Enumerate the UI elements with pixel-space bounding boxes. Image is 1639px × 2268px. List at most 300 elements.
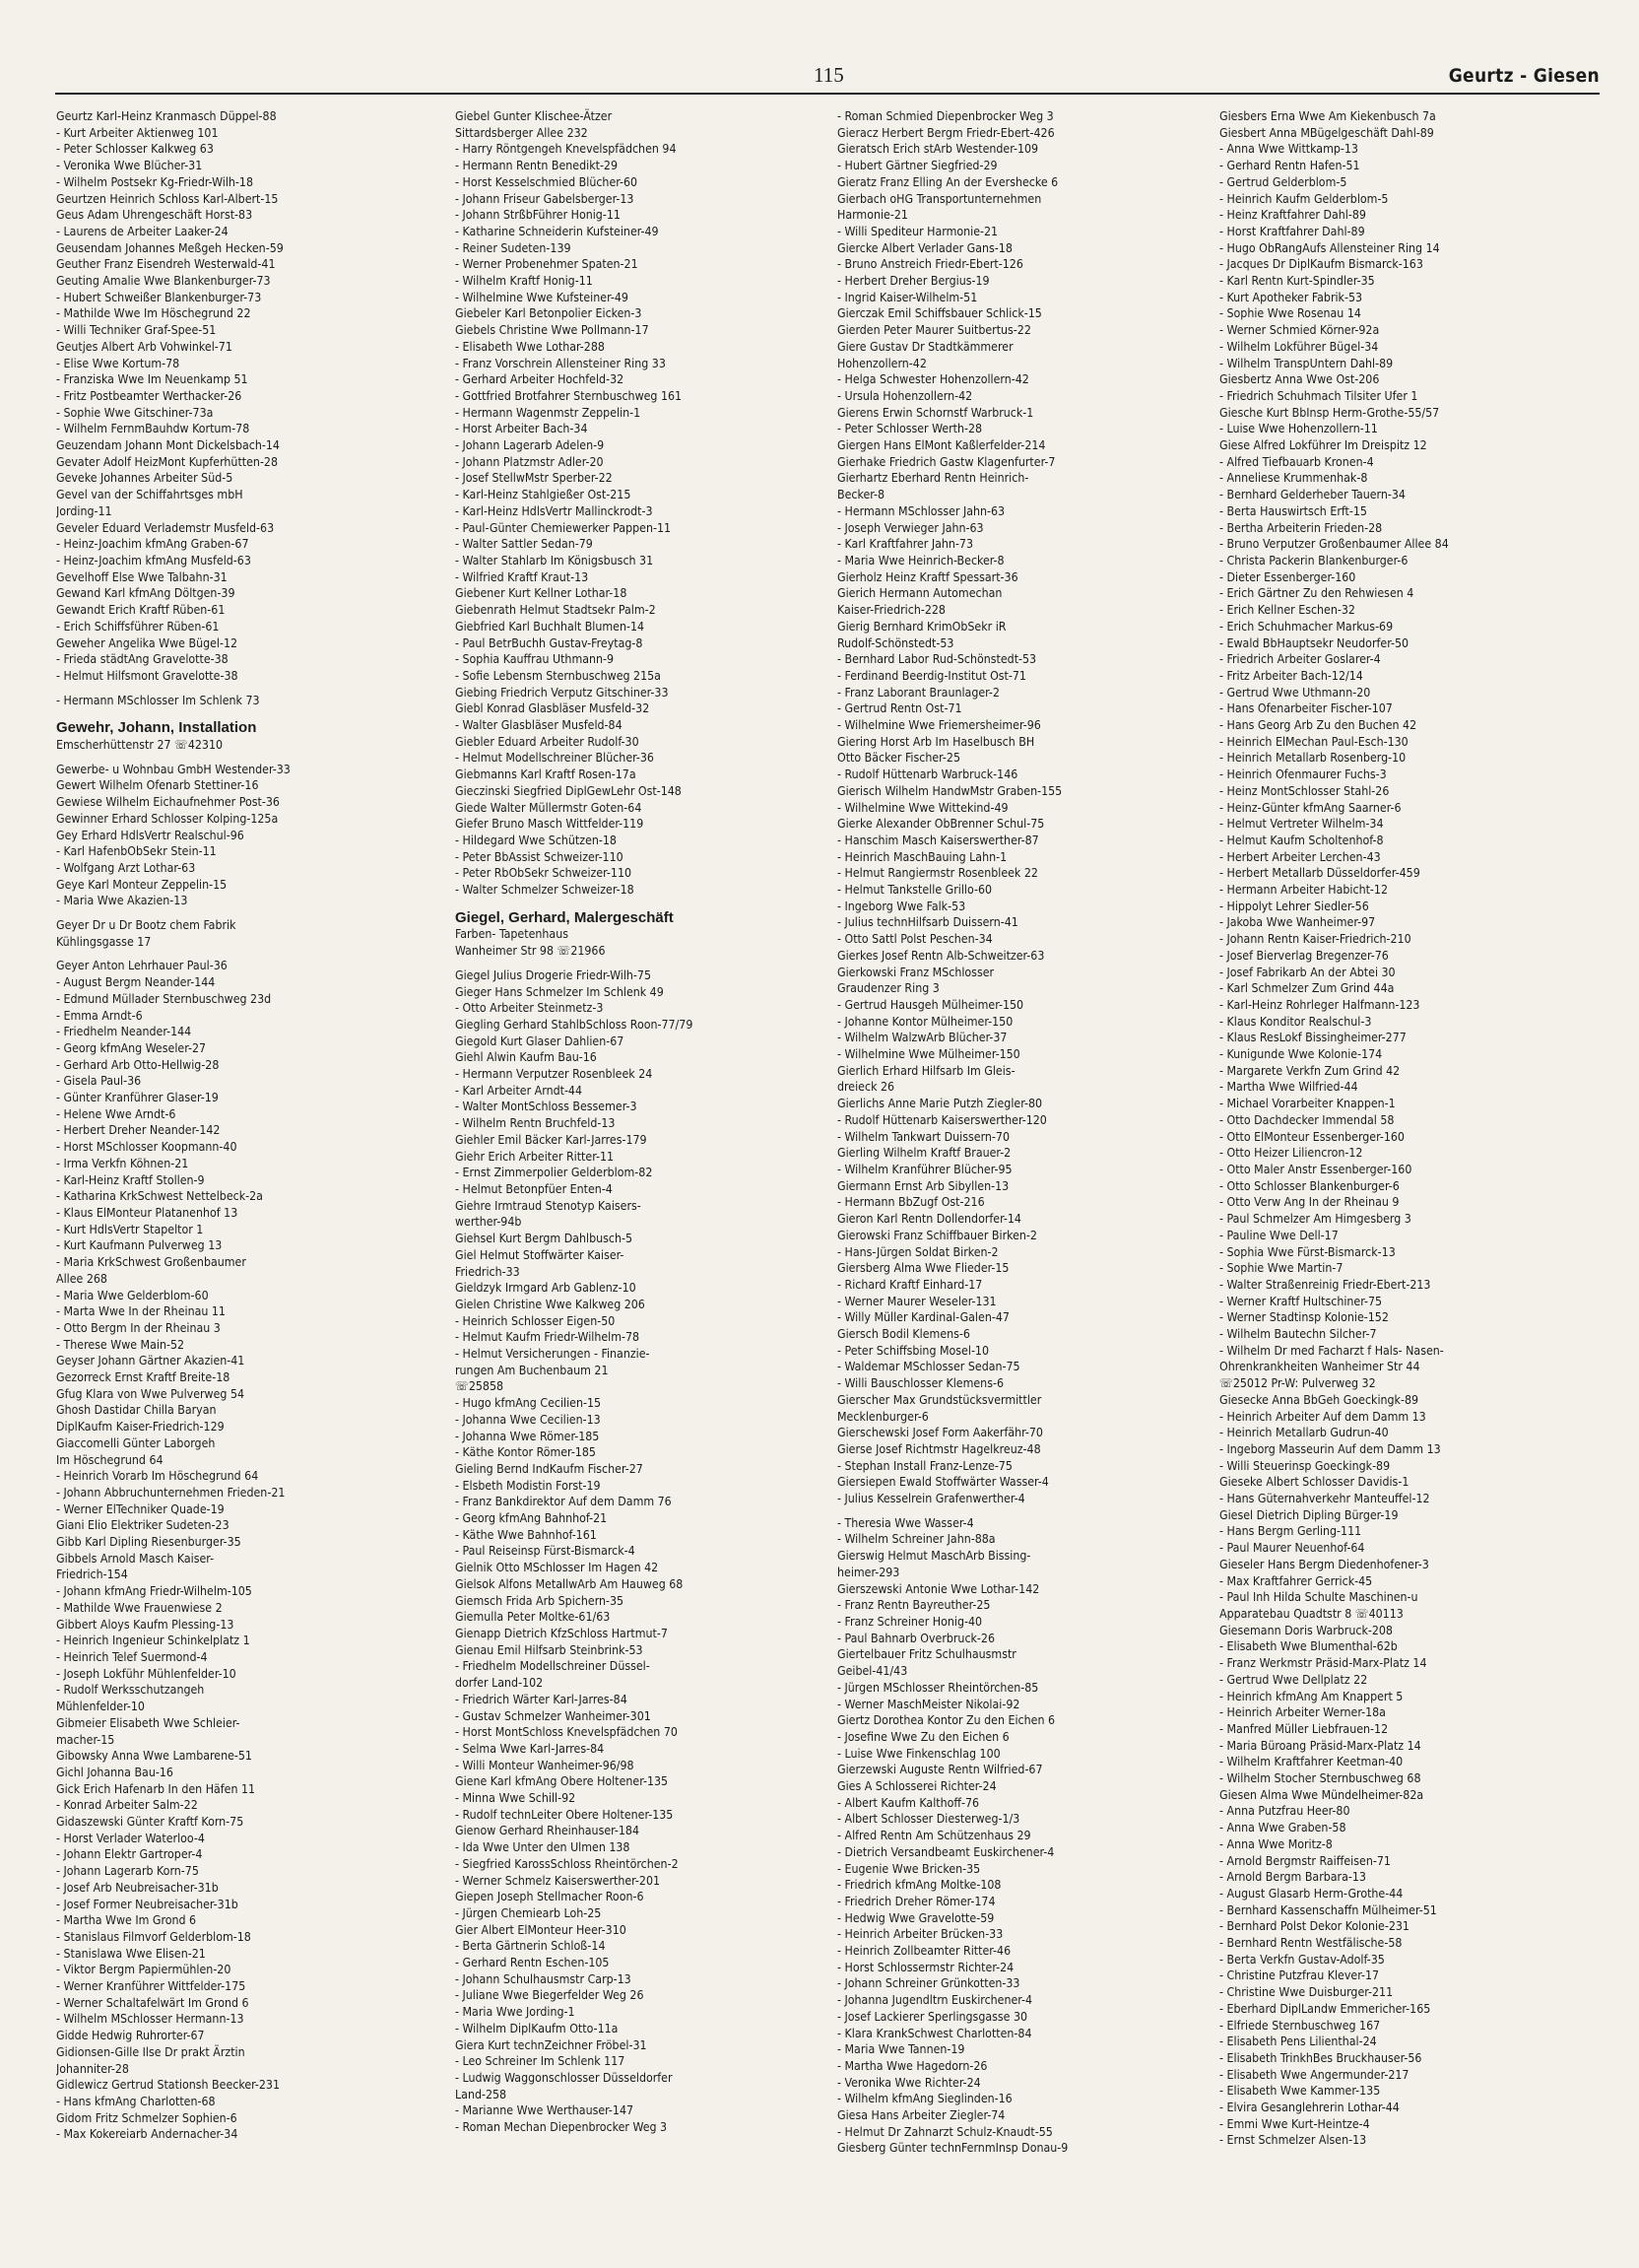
- directory-entry: - Maria Büroang Präsid-Marx-Platz 14: [1219, 1738, 1421, 1753]
- directory-entry: - Wilhelmine Wwe Friemersheimer-96: [837, 718, 1041, 733]
- directory-entry: - Peter Schlosser Werth-28: [837, 422, 983, 436]
- directory-entry: - Hugo kfmAng Cecilien-15: [455, 1396, 602, 1411]
- directory-entry: Giebl Konrad Glasbläser Musfeld-32: [455, 701, 650, 716]
- directory-entry: Gibowsky Anna Wwe Lambarene-51: [56, 1749, 252, 1764]
- directory-entry: - Maria Wwe Tannen-19: [837, 2042, 965, 2057]
- directory-entry: Giebeler Karl Betonpolier Eicken-3: [455, 306, 642, 321]
- directory-entry: Gey Erhard HdlsVertr Realschul-96: [56, 828, 244, 842]
- directory-entry: Giesel Dietrich Dipling Bürger-19: [1219, 1507, 1399, 1522]
- advertisement-heading: Giegel, Gerhard, Malergeschäft: [455, 909, 674, 926]
- directory-entry: Gierens Erwin Schornstf Warbruck-1: [837, 405, 1034, 420]
- directory-entry: - Elisabeth TrinkhBes Bruckhauser-56: [1219, 2050, 1422, 2065]
- directory-entry: - Jürgen MSchlosser Rheintörchen-85: [837, 1680, 1039, 1695]
- directory-entry: Gewandt Erich Kraftf Rüben-61: [56, 603, 226, 618]
- directory-entry: - Erich Gärtner Zu den Rehwiesen 4: [1219, 586, 1414, 601]
- directory-entry: Gibbels Arnold Masch Kaiser-: [56, 1551, 215, 1566]
- directory-entry: Gierlichs Anne Marie Putzh Ziegler-80: [837, 1097, 1043, 1111]
- directory-entry: - Gertrud Gelderblom-5: [1219, 174, 1347, 189]
- column-2: [455, 108, 837, 2136]
- directory-entry: - Johanne Kontor Mülheimer-150: [837, 1014, 1014, 1029]
- directory-entry: - Helmut Tankstelle Grillo-60: [837, 883, 993, 898]
- directory-entry: - Paul-Günter Chemiewerker Pappen-11: [455, 520, 672, 535]
- directory-entry: - Bernhard Rentn Westfälische-58: [1219, 1936, 1403, 1951]
- directory-entry: ☏25012 Pr-W: Pulverweg 32: [1219, 1376, 1376, 1391]
- directory-entry: - Kurt HdlsVertr Stapeltor 1: [56, 1222, 204, 1236]
- directory-entry: - Walter Schmelzer Schweizer-18: [455, 883, 634, 898]
- directory-entry: - Helmut Kaufm Scholtenhof-8: [1219, 833, 1384, 847]
- directory-entry: Gibmeier Elisabeth Wwe Schleier-: [56, 1715, 240, 1730]
- directory-entry: - Heinrich Telef Suermond-4: [56, 1649, 208, 1664]
- directory-entry: - Willi Techniker Graf-Spee-51: [56, 323, 217, 338]
- directory-entry: - Viktor Bergm Papiermühlen-20: [56, 1963, 231, 1977]
- directory-entry: - Werner Schaltafelwärt Im Grond 6: [56, 1995, 249, 2010]
- directory-entry: - Friedrich Arbeiter Goslarer-4: [1219, 652, 1381, 667]
- directory-entry: - Anna Wwe Moritz-8: [1219, 1836, 1333, 1851]
- directory-entry: - Luise Wwe Hohenzollern-11: [1219, 422, 1378, 436]
- directory-entry: - Katharine Schneiderin Kufsteiner-49: [455, 224, 659, 238]
- directory-entry: Gier Albert ElMonteur Heer-310: [455, 1922, 626, 1937]
- directory-entry: - Paul Maurer Neuenhof-64: [1219, 1541, 1365, 1556]
- directory-entry: - Veronika Wwe Blücher-31: [56, 159, 203, 173]
- directory-entry: Giebels Christine Wwe Pollmann-17: [455, 323, 649, 338]
- directory-entry: - Heinz Kraftfahrer Dahl-89: [1219, 208, 1366, 223]
- directory-entry: - Heinrich Arbeiter Brücken-33: [837, 1927, 1004, 1942]
- directory-entry: Gierszewski Antonie Wwe Lothar-142: [837, 1581, 1040, 1596]
- directory-entry: - Heinrich Ofenmaurer Fuchs-3: [1219, 767, 1387, 782]
- directory-entry: - Herbert Dreher Bergius-19: [837, 274, 990, 289]
- spacer: [56, 950, 438, 958]
- directory-entry: - Josef Arb Neubreisacher-31b: [56, 1880, 219, 1895]
- directory-entry: - Klaus ResLokf Bissingheimer-277: [1219, 1031, 1407, 1045]
- directory-entry: - Otto Maler Anstr Essenberger-160: [1219, 1163, 1412, 1176]
- directory-entry: Ghosh Dastidar Chilla Baryan: [56, 1403, 217, 1418]
- directory-entry: Giebing Friedrich Verputz Gitschiner-33: [455, 685, 669, 700]
- directory-entry: - Wilhelm Rentn Bruchfeld-13: [455, 1116, 616, 1131]
- directory-entry: - Elsbeth Modistin Forst-19: [455, 1478, 601, 1493]
- directory-entry: - Horst Verlader Waterloo-4: [56, 1831, 205, 1845]
- directory-entry: - Eugenie Wwe Bricken-35: [837, 1861, 981, 1876]
- directory-entry: - Werner MaschMeister Nikolai-92: [837, 1697, 1020, 1711]
- directory-entry: - Wilfried Kraftf Kraut-13: [455, 569, 589, 584]
- directory-entry: - Gerhard Rentn Eschen-105: [455, 1956, 610, 1970]
- directory-entry: Johanniter-28: [56, 2061, 129, 2076]
- directory-entry: - Karl Schmelzer Zum Grind 44a: [1219, 981, 1395, 996]
- directory-entry: - Rudolf Hüttenarb Kaiserswerther-120: [837, 1112, 1047, 1127]
- directory-entry: - Karl-Heinz Kraftf Stollen-9: [56, 1172, 205, 1187]
- directory-entry: - Klaus ElMonteur Platanenhof 13: [56, 1206, 238, 1220]
- directory-entry: - Bernhard Labor Rud-Schönstedt-53: [837, 652, 1037, 667]
- directory-entry: - Richard Kraftf Einhard-17: [837, 1277, 983, 1292]
- directory-entry: - Heinrich Kaufm Gelderblom-5: [1219, 191, 1389, 206]
- directory-entry: - Juliane Wwe Biegerfelder Weg 26: [455, 1988, 644, 2003]
- directory-entry: - Elise Wwe Kortum-78: [56, 356, 180, 370]
- directory-entry: - Marta Wwe In der Rheinau 11: [56, 1304, 226, 1319]
- directory-entry: Giebler Eduard Arbeiter Rudolf-30: [455, 734, 639, 749]
- directory-entry: Giebener Kurt Kellner Lothar-18: [455, 586, 627, 601]
- directory-entry: Gick Erich Hafenarb In den Häfen 11: [56, 1781, 256, 1796]
- directory-entry: - Wilhelm Stocher Sternbuschweg 68: [1219, 1771, 1421, 1786]
- directory-entry: - Franz Werkmstr Präsid-Marx-Platz 14: [1219, 1656, 1427, 1671]
- directory-entry: - Gerhard Rentn Hafen-51: [1219, 159, 1360, 173]
- directory-entry: Geyer Dr u Dr Bootz chem Fabrik: [56, 918, 236, 933]
- directory-entry: - Herbert Arbeiter Lerchen-43: [1219, 849, 1381, 864]
- directory-entry: - Johanna Jugendltrn Euskirchener-4: [837, 1993, 1033, 2008]
- directory-entry: Gierholz Heinz Kraftf Spessart-36: [837, 569, 1018, 584]
- directory-entry: - Mathilde Wwe Frauenwiese 2: [56, 1600, 223, 1615]
- directory-entry: - Wilhelmine Wwe Wittekind-49: [837, 800, 1009, 815]
- directory-entry: - Roman Mechan Diepenbrocker Weg 3: [455, 2120, 668, 2135]
- directory-entry: - Klara KrankSchwest Charlotten-84: [837, 2026, 1032, 2040]
- directory-entry: Gierswig Helmut MaschArb Bissing-: [837, 1549, 1031, 1564]
- directory-entry: - Wilhelm Lokführer Bügel-34: [1219, 339, 1379, 354]
- directory-entry: - Siegfried KarossSchloss Rheintörchen-2: [455, 1856, 679, 1871]
- directory-entry: - Kunigunde Wwe Kolonie-174: [1219, 1047, 1383, 1062]
- directory-entry: - Friedhelm Neander-144: [56, 1025, 192, 1039]
- directory-entry: Giegling Gerhard StahlbSchloss Roon-77/79: [455, 1017, 693, 1032]
- directory-entry: Giera Kurt technZeichner Fröbel-31: [455, 2037, 647, 2052]
- directory-entry: Giesche Kurt BbInsp Herm-Grothe-55/57: [1219, 405, 1440, 420]
- directory-entry: - Ferdinand Beerdig-Institut Ost-71: [837, 668, 1026, 683]
- directory-entry: Gibbert Aloys Kaufm Plessing-13: [56, 1617, 234, 1632]
- directory-entry: - Werner Probenehmer Spaten-21: [455, 257, 638, 272]
- directory-entry: - Willi Bauschlosser Klemens-6: [837, 1376, 1004, 1391]
- directory-entry: Harmonie-21: [837, 208, 908, 223]
- directory-entry: Gevelhoff Else Wwe Talbahn-31: [56, 569, 228, 584]
- directory-entry: - Hermann MSchlosser Jahn-63: [837, 503, 1006, 518]
- directory-entry: - Josef Lackierer Sperlingsgasse 30: [837, 2009, 1028, 2024]
- directory-entry: - Albert Schlosser Diesterweg-1/3: [837, 1812, 1020, 1827]
- directory-entry: - Johann Lagerarb Adelen-9: [455, 438, 605, 453]
- directory-entry: - Otto Heizer Liliencron-12: [1219, 1146, 1363, 1161]
- directory-entry: Giesbers Erna Wwe Am Kiekenbusch 7a: [1219, 109, 1436, 123]
- directory-entry: Giefer Bruno Masch Wittfelder-119: [455, 817, 644, 832]
- directory-entry: - Heinrich ElMechan Paul-Esch-130: [1219, 734, 1409, 749]
- directory-entry: Gieczinski Siegfried DiplGewLehr Ost-148: [455, 783, 682, 798]
- directory-entry: Giemsch Frida Arb Spichern-35: [455, 1593, 624, 1608]
- directory-entry: - Friedrich Dreher Römer-174: [837, 1894, 996, 1908]
- directory-entry: Geurtz Karl-Heinz Kranmasch Düppel-88: [56, 109, 277, 123]
- directory-entry: - Gertrud Rentn Ost-71: [837, 701, 962, 716]
- directory-entry: - Elisabeth Wwe Blumenthal-62b: [1219, 1639, 1398, 1654]
- directory-entry: Geusendam Johannes Meßgeh Hecken-59: [56, 240, 284, 255]
- directory-entry: - Gerhard Arb Otto-Hellwig-28: [56, 1057, 220, 1072]
- directory-entry: - Theresia Wwe Wasser-4: [837, 1515, 974, 1530]
- directory-entry: - Georg kfmAng Weseler-27: [56, 1040, 207, 1055]
- directory-entry: - Horst Arbeiter Bach-34: [455, 422, 588, 436]
- directory-entry: - Ingrid Kaiser-Wilhelm-51: [837, 290, 978, 304]
- directory-entry: Im Höschegrund 64: [56, 1452, 164, 1467]
- directory-entry: Giehr Erich Arbeiter Ritter-11: [455, 1149, 615, 1164]
- directory-entry: Giel Helmut Stoffwärter Kaiser-: [455, 1247, 624, 1262]
- directory-entry: - Wilhelmine Wwe Kufsteiner-49: [455, 290, 628, 304]
- directory-entry: Giebmanns Karl Kraftf Rosen-17a: [455, 767, 636, 782]
- directory-entry: - Jürgen Chemiearb Loh-25: [455, 1905, 602, 1920]
- directory-entry: - Heinrich kfmAng Am Knappert 5: [1219, 1689, 1404, 1703]
- directory-entry: - Franz Rentn Bayreuther-25: [837, 1598, 991, 1613]
- directory-entry: - Helmut Dr Zahnarzt Schulz-Knaudt-55: [837, 2124, 1053, 2139]
- directory-entry: Mühlenfelder-10: [56, 1700, 145, 1714]
- directory-entry: - Ernst Zimmerpolier Gelderblom-82: [455, 1166, 653, 1180]
- directory-entry: Hohenzollern-42: [837, 356, 927, 370]
- directory-entry: Mecklenburger-6: [837, 1409, 929, 1424]
- directory-entry: Gierschewski Josef Form Aakerfähr-70: [837, 1426, 1043, 1440]
- directory-entry: Gieger Hans Schmelzer Im Schlenk 49: [455, 984, 664, 999]
- directory-entry: - Johann StrßbFührer Honig-11: [455, 208, 621, 223]
- spacer: [455, 899, 837, 906]
- directory-entry: - Josefine Wwe Zu den Eichen 6: [837, 1729, 1010, 1744]
- directory-entry: - Johanna Wwe Cecilien-13: [455, 1412, 601, 1427]
- directory-entry: - Franz Vorschrein Allensteiner Ring 33: [455, 356, 666, 370]
- directory-entry: - August Glasarb Herm-Grothe-44: [1219, 1886, 1404, 1901]
- directory-entry: - Heinrich Arbeiter Auf dem Damm 13: [1219, 1409, 1426, 1424]
- directory-entry: Gevater Adolf HeizMont Kupferhütten-28: [56, 454, 279, 469]
- directory-entry: Gieracz Herbert Bergm Friedr-Ebert-426: [837, 125, 1055, 140]
- directory-entry: - Maria Wwe Akazien-13: [56, 894, 188, 908]
- directory-entry: - Elisabeth Wwe Kammer-135: [1219, 2084, 1381, 2099]
- directory-entry: - Heinrich Vorarb Im Höschegrund 64: [56, 1469, 259, 1484]
- directory-entry: - Paul BetrBuchh Gustav-Freytag-8: [455, 635, 643, 650]
- directory-entry: - Paul Bahnarb Overbruck-26: [837, 1631, 996, 1645]
- directory-entry: Apparatebau Quadtstr 8 ☏40113: [1219, 1606, 1404, 1621]
- directory-entry: - Werner ElTechniker Quade-19: [56, 1501, 225, 1516]
- directory-entry: - Wilhelm WalzwArb Blücher-37: [837, 1031, 1008, 1045]
- directory-entry: - Helmut Hilfsmont Gravelotte-38: [56, 668, 238, 683]
- directory-entry: - Rudolf technLeiter Obere Holtener-135: [455, 1807, 674, 1822]
- directory-entry: Giemulla Peter Moltke-61/63: [455, 1610, 611, 1625]
- directory-entry: - Albert Kaufm Kalthoff-76: [837, 1795, 980, 1810]
- directory-entry: - Friedhelm Modellschreiner Düssel-: [455, 1659, 650, 1674]
- directory-entry: - Minna Wwe Schill-92: [455, 1791, 576, 1806]
- directory-entry: - Stanislawa Wwe Elisen-21: [56, 1946, 206, 1961]
- directory-entry: - Luise Wwe Finkenschlag 100: [837, 1746, 1001, 1761]
- directory-entry: - Wilhelm Dr med Facharzt f Hals- Nasen-: [1219, 1343, 1444, 1358]
- directory-entry: - Wilhelm Kraftfahrer Keetman-40: [1219, 1755, 1404, 1769]
- directory-entry: - Manfred Müller Liebfrauen-12: [1219, 1721, 1389, 1736]
- directory-entry: Giertelbauer Fritz Schulhausmstr: [837, 1647, 1016, 1662]
- directory-entry: - Christine Putzfrau Klever-17: [1219, 1968, 1380, 1983]
- directory-entry: - Otto Schlosser Blankenburger-6: [1219, 1178, 1400, 1193]
- directory-entry: Gfug Klara von Wwe Pulverweg 54: [56, 1386, 245, 1401]
- directory-entry: - Katharina KrkSchwest Nettelbeck-2a: [56, 1189, 263, 1204]
- directory-entry: Giebfried Karl Buchhalt Blumen-14: [455, 619, 645, 634]
- directory-entry: - Franz Bankdirektor Auf dem Damm 76: [455, 1495, 672, 1509]
- directory-entry: - Sophie Wwe Martin-7: [1219, 1261, 1344, 1276]
- directory-entry: Gieratsch Erich stArb Westender-109: [837, 142, 1039, 157]
- directory-entry: - Werner Schmelz Kaiserswerther-201: [455, 1873, 661, 1888]
- directory-entry: - Hildegard Wwe Schützen-18: [455, 833, 617, 847]
- directory-entry: - Heinz-Joachim kfmAng Musfeld-63: [56, 553, 251, 567]
- spacer: [56, 685, 438, 693]
- directory-entry: - Hubert Schweißer Blankenburger-73: [56, 290, 262, 304]
- directory-entry: - Johann Rentn Kaiser-Friedrich-210: [1219, 932, 1411, 947]
- directory-entry: - Max Kraftfahrer Gerrick-45: [1219, 1573, 1373, 1588]
- directory-entry: - Wilhelmine Wwe Mülheimer-150: [837, 1047, 1020, 1062]
- directory-entry: - Sophia Wwe Fürst-Bismarck-13: [1219, 1244, 1396, 1259]
- directory-entry: Giehler Emil Bäcker Karl-Jarres-179: [455, 1132, 647, 1147]
- directory-entry: Gewiese Wilhelm Eichaufnehmer Post-36: [56, 795, 280, 810]
- directory-entry: Geyser Johann Gärtner Akazien-41: [56, 1354, 245, 1368]
- directory-entry: - Paul Reiseinsp Fürst-Bismarck-4: [455, 1544, 635, 1559]
- directory-entry: - Julius Kesselrein Grafenwerther-4: [837, 1492, 1025, 1506]
- directory-entry: Gieseler Hans Bergm Diedenhofener-3: [1219, 1557, 1429, 1571]
- directory-entry: Giercke Albert Verlader Gans-18: [837, 240, 1013, 255]
- directory-entry: Friedrich-33: [455, 1264, 520, 1279]
- directory-entry: werther-94b: [455, 1215, 522, 1230]
- directory-entry: Gierzewski Auguste Rentn Wilfried-67: [837, 1763, 1043, 1777]
- page-header: [0, 59, 1639, 91]
- directory-entry: - Bernhard Kassenschaffn Mülheimer-51: [1219, 1902, 1437, 1917]
- directory-entry: - Georg kfmAng Bahnhof-21: [455, 1511, 608, 1526]
- directory-entry: Gidaszewski Günter Kraftf Korn-75: [56, 1815, 244, 1830]
- directory-entry: Geutjes Albert Arb Vohwinkel-71: [56, 339, 232, 354]
- directory-entry: - Rudolf Hüttenarb Warbruck-146: [837, 767, 1018, 782]
- directory-entry: - Johann Schreiner Grünkotten-33: [837, 1976, 1020, 1991]
- directory-entry: Giede Walter Müllermstr Goten-64: [455, 800, 642, 815]
- directory-entry: - Peter RbObSekr Schweizer-110: [455, 866, 632, 881]
- directory-entry: - Alfred Tiefbauarb Kronen-4: [1219, 454, 1374, 469]
- directory-entry: Geye Karl Monteur Zeppelin-15: [56, 877, 228, 892]
- directory-entry: - Johann Schulhausmstr Carp-13: [455, 1971, 631, 1986]
- directory-entry: - Franz Schreiner Honig-40: [837, 1614, 983, 1629]
- directory-entry: - Werner Kraftf Hultschiner-75: [1219, 1294, 1383, 1308]
- directory-entry: - Wilhelm Schreiner Jahn-88a: [837, 1532, 996, 1547]
- directory-entry: - Helmut Vertreter Wilhelm-34: [1219, 817, 1384, 832]
- directory-entry: - Helene Wwe Arndt-6: [56, 1106, 176, 1121]
- directory-entry: - Kurt Arbeiter Aktienweg 101: [56, 125, 219, 140]
- directory-entry: Wanheimer Str 98 ☏21966: [455, 944, 606, 959]
- directory-entry: - Friedrich kfmAng Moltke-108: [837, 1878, 1002, 1893]
- directory-entry: - Karl Kraftfahrer Jahn-73: [837, 537, 973, 552]
- directory-entry: Land-258: [455, 2087, 507, 2101]
- directory-entry: Gierling Wilhelm Kraftf Brauer-2: [837, 1146, 1012, 1161]
- directory-entry: - Harry Röntgengeh Knevelspfädchen 94: [455, 142, 677, 157]
- directory-entry: - Roman Schmied Diepenbrocker Weg 3: [837, 109, 1054, 123]
- directory-entry: - Maria KrkSchwest Großenbaumer: [56, 1255, 246, 1270]
- directory-entry: - Irma Verkfn Köhnen-21: [56, 1156, 189, 1170]
- directory-entry: - Sofie Lebensm Sternbuschweg 215a: [455, 668, 661, 683]
- directory-entry: Gieron Karl Rentn Dollendorfer-14: [837, 1212, 1021, 1227]
- directory-entry: - Alfred Rentn Am Schützenhaus 29: [837, 1829, 1031, 1843]
- directory-entry: Gies A Schlosserei Richter-24: [837, 1779, 997, 1794]
- directory-entry: - Bernhard Polst Dekor Kolonie-231: [1219, 1919, 1410, 1934]
- directory-entry: - Ludwig Waggonschlosser Düsseldorfer: [455, 2070, 673, 2085]
- directory-entry: - Friedrich Schuhmach Tilsiter Ufer 1: [1219, 388, 1418, 403]
- spacer: [56, 708, 438, 716]
- directory-entry: Gibb Karl Dipling Riesenburger-35: [56, 1535, 241, 1550]
- directory-entry: - Emma Arndt-6: [56, 1008, 143, 1023]
- directory-entry: - Eberhard DiplLandw Emmericher-165: [1219, 2001, 1431, 2016]
- directory-entry: - Otto Arbeiter Steinmetz-3: [455, 1001, 604, 1016]
- directory-entry: - Elisabeth Pens Lilienthal-24: [1219, 2035, 1377, 2049]
- directory-entry: Gierke Alexander ObBrenner Schul-75: [837, 817, 1045, 832]
- directory-entry: - Käthe Wwe Bahnhof-161: [455, 1527, 597, 1542]
- directory-entry: - Konrad Arbeiter Salm-22: [56, 1798, 198, 1813]
- directory-entry: Gienow Gerhard Rheinhauser-184: [455, 1824, 640, 1838]
- directory-entry: - Berta Hauswirtsch Erft-15: [1219, 503, 1367, 518]
- directory-entry: - Heinz-Joachim kfmAng Graben-67: [56, 537, 249, 552]
- directory-entry: - Werner Schmied Körner-92a: [1219, 323, 1380, 338]
- directory-entry: - Johanna Wwe Römer-185: [455, 1429, 600, 1443]
- directory-entry: dorfer Land-102: [455, 1676, 544, 1691]
- directory-entry: Gierczak Emil Schiffsbauer Schlick-15: [837, 306, 1042, 321]
- directory-entry: Geuzendam Johann Mont Dickelsbach-14: [56, 438, 280, 453]
- directory-entry: Gieling Bernd IndKaufm Fischer-27: [455, 1461, 643, 1476]
- directory-entry: Geveler Eduard Verlademstr Musfeld-63: [56, 520, 275, 535]
- directory-entry: - Walter Straßenreinig Friedr-Ebert-213: [1219, 1277, 1431, 1292]
- directory-entry: - Ida Wwe Unter den Ulmen 138: [455, 1840, 630, 1855]
- directory-entry: Kaiser-Friedrich-228: [837, 603, 946, 618]
- directory-entry: dreieck 26: [837, 1080, 895, 1095]
- directory-entry: - Leo Schreiner Im Schlenk 117: [455, 2054, 625, 2069]
- directory-entry: - Therese Wwe Main-52: [56, 1337, 185, 1352]
- directory-entry: Geyer Anton Lehrhauer Paul-36: [56, 959, 228, 973]
- spacer: [56, 754, 438, 762]
- directory-entry: Farben- Tapetenhaus: [455, 927, 568, 942]
- directory-entry: - Berta Gärtnerin Schloß-14: [455, 1939, 606, 1954]
- directory-entry: Gieratz Franz Elling An der Evershecke 6: [837, 174, 1059, 189]
- directory-entry: Gierkes Josef Rentn Alb-Schweitzer-63: [837, 948, 1045, 963]
- directory-entry: - Sophia Kauffrau Uthmann-9: [455, 652, 615, 667]
- directory-entry: Geuting Amalie Wwe Blankenburger-73: [56, 274, 271, 289]
- directory-entry: Gewinner Erhard Schlosser Kolping-125a: [56, 811, 279, 826]
- directory-entry: - Johann Elektr Gartroper-4: [56, 1847, 203, 1862]
- directory-entry: - Erich Kellner Eschen-32: [1219, 603, 1355, 618]
- directory-entry: - Dietrich Versandbeamt Euskirchener-4: [837, 1844, 1055, 1859]
- directory-entry: Geveke Johannes Arbeiter Süd-5: [56, 471, 233, 486]
- directory-entry: - Veronika Wwe Richter-24: [837, 2075, 981, 2090]
- directory-entry: - Heinz-Günter kfmAng Saarner-6: [1219, 800, 1402, 815]
- directory-entry: Gierbach oHG Transportunternehmen: [837, 191, 1042, 206]
- directory-entry: Giesa Hans Arbeiter Ziegler-74: [837, 2108, 1006, 2123]
- directory-entry: - Gottfried Brotfahrer Sternbuschweg 161: [455, 388, 683, 403]
- directory-entry: Gewand Karl kfmAng Döltgen-39: [56, 586, 235, 601]
- directory-entry: Allee 268: [56, 1271, 107, 1286]
- directory-entry: ☏25858: [455, 1379, 504, 1394]
- directory-entry: - Hermann Verputzer Rosenbleek 24: [455, 1067, 653, 1082]
- directory-entry: Gidionsen-Gille Ilse Dr prakt Ärztin: [56, 2044, 245, 2059]
- directory-entry: - Josef StellwMstr Sperber-22: [455, 471, 613, 486]
- directory-entry: - Max Kokereiarb Andernacher-34: [56, 2127, 238, 2142]
- directory-entry: - Sophie Wwe Rosenau 14: [1219, 306, 1361, 321]
- directory-entry: - Werner Maurer Weseler-131: [837, 1294, 997, 1308]
- directory-entry: - Anneliese Krummenhak-8: [1219, 471, 1368, 486]
- directory-entry: Gieldzyk Irmgard Arb Gablenz-10: [455, 1281, 636, 1296]
- directory-entry: - Mathilde Wwe Im Höschegrund 22: [56, 306, 251, 321]
- directory-entry: - Kurt Apotheker Fabrik-53: [1219, 290, 1363, 304]
- directory-entry: - Johann kfmAng Friedr-Wilhelm-105: [56, 1584, 252, 1599]
- directory-entry: - Walter Stahlarb Im Königsbusch 31: [455, 553, 654, 567]
- directory-entry: Gielnik Otto MSchlosser Im Hagen 42: [455, 1561, 659, 1575]
- directory-entry: - Hanschim Masch Kaiserswerther-87: [837, 833, 1039, 847]
- directory-entry: Gidom Fritz Schmelzer Sophien-6: [56, 2110, 237, 2125]
- directory-entry: Gierowski Franz Schiffbauer Birken-2: [837, 1228, 1037, 1242]
- directory-entry: - Willi Steuerinsp Goeckingk-89: [1219, 1458, 1391, 1473]
- directory-entry: - Rudolf Werksschutzangeh: [56, 1683, 205, 1698]
- directory-entry: - Hermann Wagenmstr Zeppelin-1: [455, 405, 641, 420]
- directory-entry: - Heinrich Zollbeamter Ritter-46: [837, 1944, 1012, 1959]
- directory-entry: Giene Karl kfmAng Obere Holtener-135: [455, 1774, 669, 1789]
- directory-entry: - Wilhelm FernmBauhdw Kortum-78: [56, 422, 250, 436]
- directory-entry: - Heinrich Schlosser Eigen-50: [455, 1313, 616, 1328]
- directory-entry: - Hermann BbZugf Ost-216: [837, 1195, 985, 1210]
- directory-entry: Gieseke Albert Schlosser Davidis-1: [1219, 1475, 1410, 1490]
- directory-entry: - Martha Wwe Im Grond 6: [56, 1913, 197, 1928]
- directory-entry: - Stanislaus Filmvorf Gelderblom-18: [56, 1929, 251, 1944]
- directory-entry: - Wilhelm TranspUntern Dahl-89: [1219, 356, 1394, 370]
- directory-entry: heimer-293: [837, 1565, 900, 1579]
- directory-entry: Geweher Angelika Wwe Bügel-12: [56, 635, 238, 650]
- directory-entry: - Christine Wwe Duisburger-211: [1219, 1985, 1394, 2000]
